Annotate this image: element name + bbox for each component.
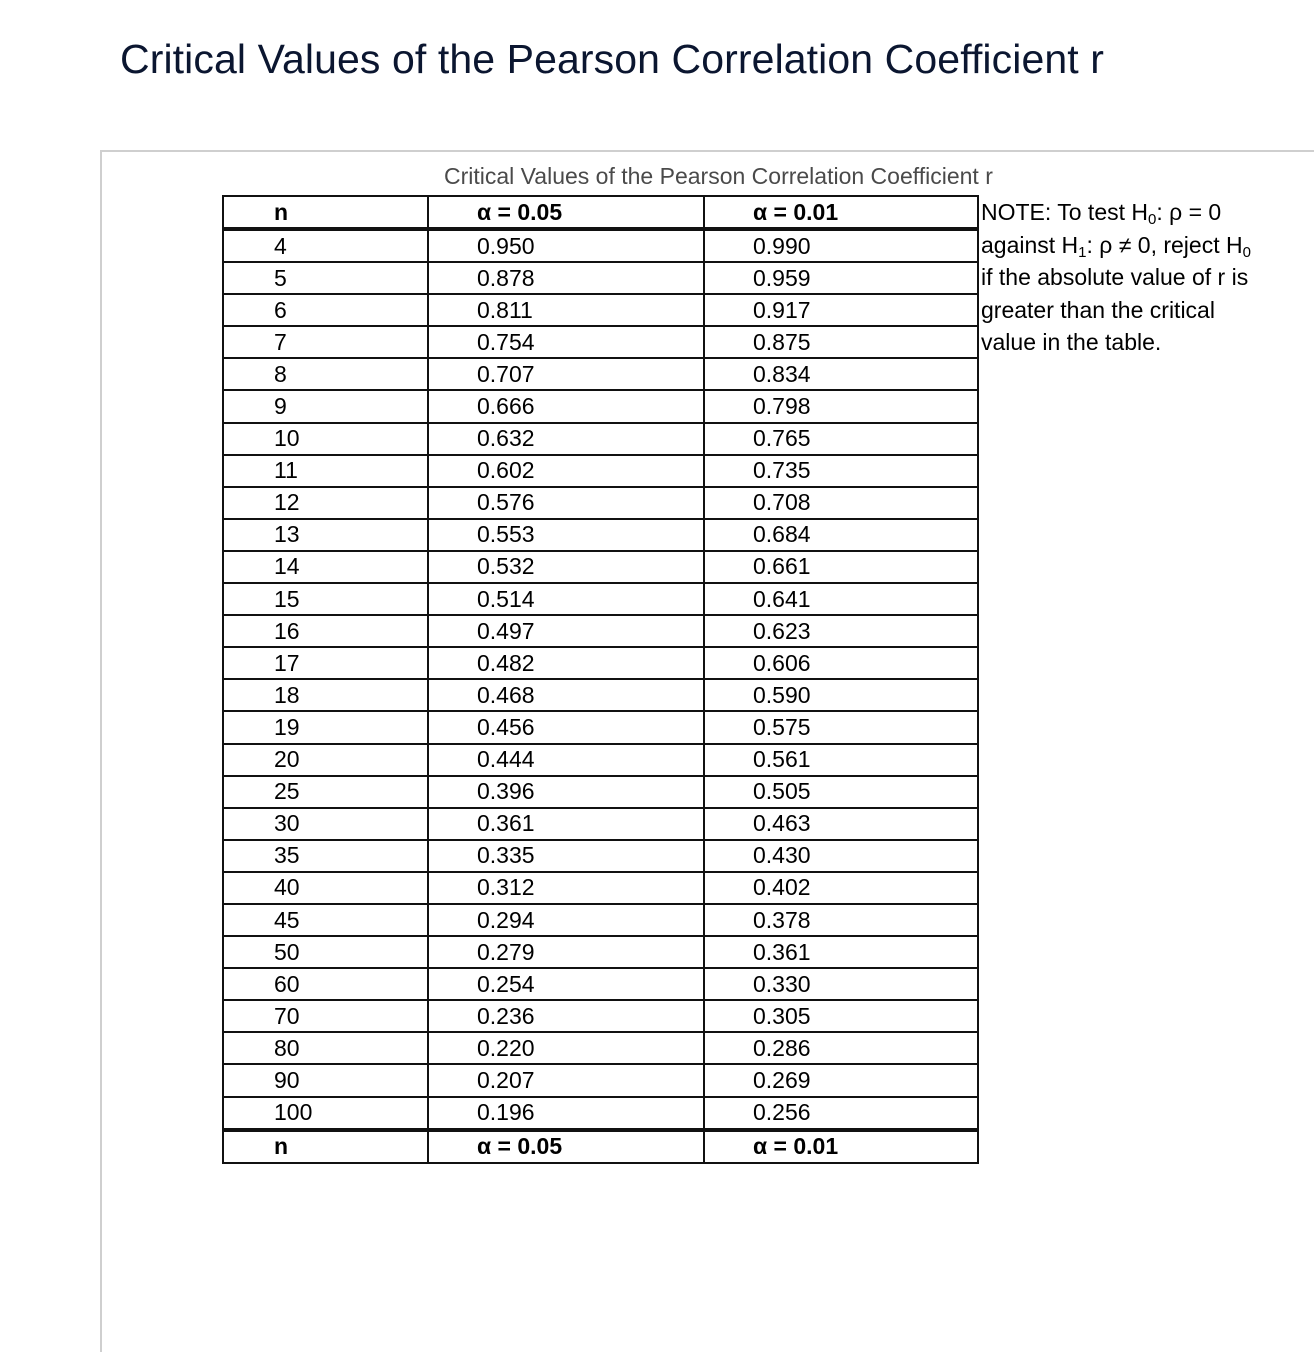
- cell-alpha-001: 0.623: [704, 615, 978, 647]
- table-row: [223, 551, 978, 583]
- cell-alpha-001: 0.378: [704, 904, 978, 936]
- cell-alpha-005: 0.236: [428, 1000, 704, 1032]
- cell-alpha-005: 0.294: [428, 904, 704, 936]
- cell-alpha-005: 0.576: [428, 487, 704, 519]
- note-text: NOTE: To test H: [981, 199, 1149, 225]
- cell-n: 20: [223, 744, 428, 776]
- cell-n: 7: [223, 326, 428, 358]
- note-subscript: 0: [1242, 243, 1251, 261]
- note-line-1: [981, 196, 1307, 229]
- table-row: [223, 647, 978, 679]
- cell-alpha-001: 0.798: [704, 390, 978, 422]
- note-line-3: if the absolute value of r is: [981, 264, 1249, 290]
- cell-alpha-001: 0.463: [704, 808, 978, 840]
- table-row: [223, 936, 978, 968]
- table-row: [223, 872, 978, 904]
- note-line-2: [981, 229, 1307, 262]
- cell-alpha-001: 0.361: [704, 936, 978, 968]
- cell-alpha-005: 0.335: [428, 840, 704, 872]
- header-alpha-001: α = 0.01: [704, 196, 978, 229]
- cell-alpha-005: 0.666: [428, 390, 704, 422]
- cell-alpha-001: 0.959: [704, 262, 978, 294]
- cell-n: 35: [223, 840, 428, 872]
- cell-n: 100: [223, 1097, 428, 1130]
- table-row: [223, 229, 978, 262]
- cell-alpha-005: 0.553: [428, 519, 704, 551]
- cell-alpha-001: 0.505: [704, 776, 978, 808]
- cell-alpha-001: 0.834: [704, 358, 978, 390]
- cell-n: 60: [223, 968, 428, 1000]
- note-text: : ρ = 0: [1156, 199, 1222, 225]
- cell-alpha-005: 0.878: [428, 262, 704, 294]
- cell-alpha-005: 0.196: [428, 1097, 704, 1130]
- cell-alpha-005: 0.444: [428, 744, 704, 776]
- cell-alpha-005: 0.754: [428, 326, 704, 358]
- table-row: [223, 744, 978, 776]
- cell-n: 8: [223, 358, 428, 390]
- table-row: [223, 423, 978, 455]
- cell-n: 16: [223, 615, 428, 647]
- cell-n: 9: [223, 390, 428, 422]
- table-row: [223, 840, 978, 872]
- cell-n: 45: [223, 904, 428, 936]
- cell-alpha-001: 0.661: [704, 551, 978, 583]
- table-row: [223, 487, 978, 519]
- table-row: [223, 1032, 978, 1064]
- cell-alpha-001: 0.575: [704, 711, 978, 743]
- note-line-5: value in the table.: [981, 329, 1162, 355]
- cell-alpha-001: 0.330: [704, 968, 978, 1000]
- cell-alpha-005: 0.468: [428, 679, 704, 711]
- table-caption: Critical Values of the Pearson Correlation Coefficient r: [444, 163, 993, 189]
- cell-alpha-001: 0.561: [704, 744, 978, 776]
- cell-alpha-005: 0.482: [428, 647, 704, 679]
- cell-alpha-001: 0.735: [704, 455, 978, 487]
- cell-n: 70: [223, 1000, 428, 1032]
- cell-n: 6: [223, 294, 428, 326]
- cell-alpha-005: 0.602: [428, 455, 704, 487]
- critical-values-table: [222, 195, 979, 1164]
- cell-alpha-005: 0.497: [428, 615, 704, 647]
- cell-alpha-001: 0.256: [704, 1097, 978, 1130]
- cell-n: 4: [223, 229, 428, 262]
- cell-alpha-005: 0.207: [428, 1064, 704, 1096]
- table-footer-row: [223, 1130, 978, 1163]
- footer-n: n: [223, 1130, 428, 1163]
- table-row: [223, 1064, 978, 1096]
- cell-alpha-001: 0.765: [704, 423, 978, 455]
- cell-alpha-001: 0.708: [704, 487, 978, 519]
- hypothesis-note: [977, 196, 1307, 359]
- note-subscript: 1: [1078, 243, 1087, 261]
- note-line-4: greater than the critical: [981, 296, 1215, 323]
- cell-n: 11: [223, 455, 428, 487]
- cell-alpha-005: 0.361: [428, 808, 704, 840]
- table-row: [223, 615, 978, 647]
- table-row: [223, 904, 978, 936]
- table-row: [223, 390, 978, 422]
- note-subscript: 0: [1148, 211, 1157, 228]
- table-row: [223, 326, 978, 358]
- cell-alpha-005: 0.632: [428, 423, 704, 455]
- note-text: : ρ ≠ 0, reject H: [1086, 231, 1243, 258]
- cell-n: 25: [223, 776, 428, 808]
- cell-alpha-001: 0.590: [704, 679, 978, 711]
- cell-alpha-005: 0.220: [428, 1032, 704, 1064]
- cell-n: 40: [223, 872, 428, 904]
- page-title: Critical Values of the Pearson Correlation Coefficient r: [120, 36, 1104, 82]
- cell-alpha-001: 0.641: [704, 583, 978, 615]
- cell-alpha-001: 0.990: [704, 229, 978, 262]
- table-header-row: [223, 196, 978, 229]
- cell-alpha-001: 0.684: [704, 519, 978, 551]
- cell-alpha-005: 0.456: [428, 711, 704, 743]
- table-row: [223, 776, 978, 808]
- cell-n: 14: [223, 551, 428, 583]
- header-alpha-005: α = 0.05: [428, 196, 704, 229]
- cell-n: 10: [223, 423, 428, 455]
- cell-alpha-005: 0.811: [428, 294, 704, 326]
- cell-alpha-005: 0.396: [428, 776, 704, 808]
- cell-alpha-001: 0.305: [704, 1000, 978, 1032]
- table-row: [223, 711, 978, 743]
- table-row: [223, 358, 978, 390]
- cell-n: 15: [223, 583, 428, 615]
- cell-alpha-001: 0.402: [704, 872, 978, 904]
- cell-n: 80: [223, 1032, 428, 1064]
- table-row: [223, 294, 978, 326]
- table-row: [223, 968, 978, 1000]
- cell-alpha-005: 0.707: [428, 358, 704, 390]
- cell-alpha-005: 0.532: [428, 551, 704, 583]
- table-row: [223, 262, 978, 294]
- table-row: [223, 1097, 978, 1130]
- table-row: [223, 455, 978, 487]
- cell-alpha-005: 0.950: [428, 229, 704, 262]
- cell-n: 13: [223, 519, 428, 551]
- cell-n: 90: [223, 1064, 428, 1096]
- cell-n: 18: [223, 679, 428, 711]
- footer-alpha-001: α = 0.01: [704, 1130, 978, 1163]
- cell-alpha-001: 0.286: [704, 1032, 978, 1064]
- note-text: against H: [981, 231, 1079, 258]
- cell-n: 5: [223, 262, 428, 294]
- header-n: n: [223, 196, 428, 229]
- cell-n: 19: [223, 711, 428, 743]
- table-row: [223, 808, 978, 840]
- cell-alpha-005: 0.254: [428, 968, 704, 1000]
- cell-alpha-001: 0.430: [704, 840, 978, 872]
- cell-alpha-005: 0.514: [428, 583, 704, 615]
- cell-alpha-005: 0.279: [428, 936, 704, 968]
- cell-n: 50: [223, 936, 428, 968]
- cell-alpha-001: 0.606: [704, 647, 978, 679]
- cell-n: 30: [223, 808, 428, 840]
- cell-n: 12: [223, 487, 428, 519]
- cell-alpha-001: 0.917: [704, 294, 978, 326]
- cell-alpha-001: 0.875: [704, 326, 978, 358]
- footer-alpha-005: α = 0.05: [428, 1130, 704, 1163]
- cell-alpha-005: 0.312: [428, 872, 704, 904]
- cell-alpha-001: 0.269: [704, 1064, 978, 1096]
- table-row: [223, 583, 978, 615]
- cell-n: 17: [223, 647, 428, 679]
- table-row: [223, 519, 978, 551]
- table-row: [223, 679, 978, 711]
- table-row: [223, 1000, 978, 1032]
- table-body: [223, 229, 978, 1130]
